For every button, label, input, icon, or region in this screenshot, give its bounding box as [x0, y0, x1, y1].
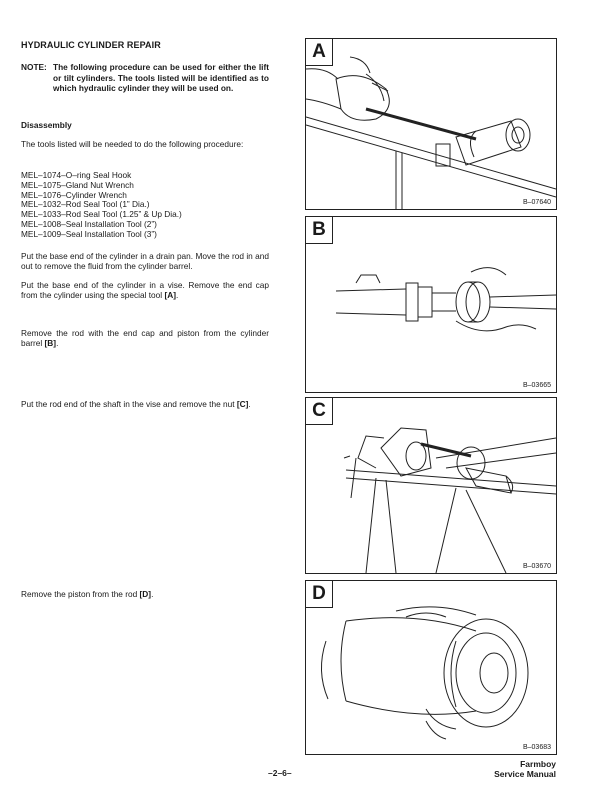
figure-a	[305, 38, 557, 210]
step-a: Put the base end of the cylinder in a vise. Remove the end cap from the cylinder using the special tool [A].	[21, 280, 269, 301]
figure-b-illustration	[306, 217, 556, 392]
note-label: NOTE:	[21, 62, 47, 72]
figure-c	[305, 397, 557, 574]
step-a-text: Put the base end of the cylinder in a vise. Remove the end cap from the cylinder using the special tool	[21, 280, 269, 301]
figure-c-code: B–03670	[522, 563, 551, 570]
step-c: Put the rod end of the shaft in the vise and remove the nut [C].	[21, 399, 251, 409]
figure-b-letter: B	[306, 217, 333, 244]
figure-a-letter: A	[306, 39, 333, 66]
page-number: –2–6–	[268, 768, 292, 778]
note-block	[21, 62, 269, 94]
figure-d-letter: D	[306, 581, 333, 608]
figure-d-ref: [D]	[139, 589, 152, 599]
figure-b	[305, 216, 557, 393]
footer-brand	[494, 760, 556, 779]
disassembly-heading: Disassembly	[21, 120, 72, 130]
figure-a-illustration	[306, 39, 556, 209]
tool-item: MEL–1032–Rod Seal Tool (1” Dia.)	[21, 199, 150, 210]
step-b-text: Remove the rod with the end cap and piston from the cylinder barrel	[21, 328, 269, 349]
figure-d	[305, 580, 557, 755]
step-d-text: Remove the piston from the rod	[21, 589, 138, 599]
brand-name: Farmboy	[520, 759, 556, 769]
note-text: The following procedure can be used for either the lift or tilt cylinders. The tools listed will be identified as to which hydraulic cylinder they will be used on.	[53, 62, 269, 94]
figure-a-code: B–07640	[522, 199, 551, 206]
tool-item: MEL–1008–Seal Installation Tool (2”)	[21, 218, 157, 229]
tool-list	[21, 171, 182, 240]
figure-d-code: B–03683	[522, 744, 551, 751]
tools-intro: The tools listed will be needed to do the following procedure:	[21, 139, 244, 149]
section-title: HYDRAULIC CYLINDER REPAIR	[21, 40, 161, 50]
step-c-text: Put the rod end of the shaft in the vise and remove the nut	[21, 399, 235, 409]
step-b: Remove the rod with the end cap and piston from the cylinder barrel [B].	[21, 328, 269, 349]
tool-item: MEL–1076–Cylinder Wrench	[21, 189, 127, 200]
drain-step: Put the base end of the cylinder in a drain pan. Move the rod in and out to remove the fluid from the cylinder barrel.	[21, 251, 269, 272]
tool-item: MEL–1074–O–ring Seal Hook	[21, 170, 132, 180]
step-d: Remove the piston from the rod [D].	[21, 589, 154, 599]
figure-b-code: B–03665	[522, 382, 551, 389]
figure-b-ref: [B]	[44, 338, 57, 349]
figure-c-ref: [C]	[236, 399, 249, 409]
tool-item: MEL–1075–Gland Nut Wrench	[21, 179, 134, 190]
figure-c-letter: C	[306, 398, 333, 425]
figure-d-illustration	[306, 581, 556, 754]
figure-c-illustration	[306, 398, 556, 573]
tool-item: MEL–1009–Seal Installation Tool (3”)	[21, 228, 157, 239]
tool-item: MEL–1033–Rod Seal Tool (1.25” & Up Dia.)	[21, 209, 182, 220]
figure-a-ref: [A]	[164, 290, 176, 301]
manual-name: Service Manual	[494, 768, 556, 779]
